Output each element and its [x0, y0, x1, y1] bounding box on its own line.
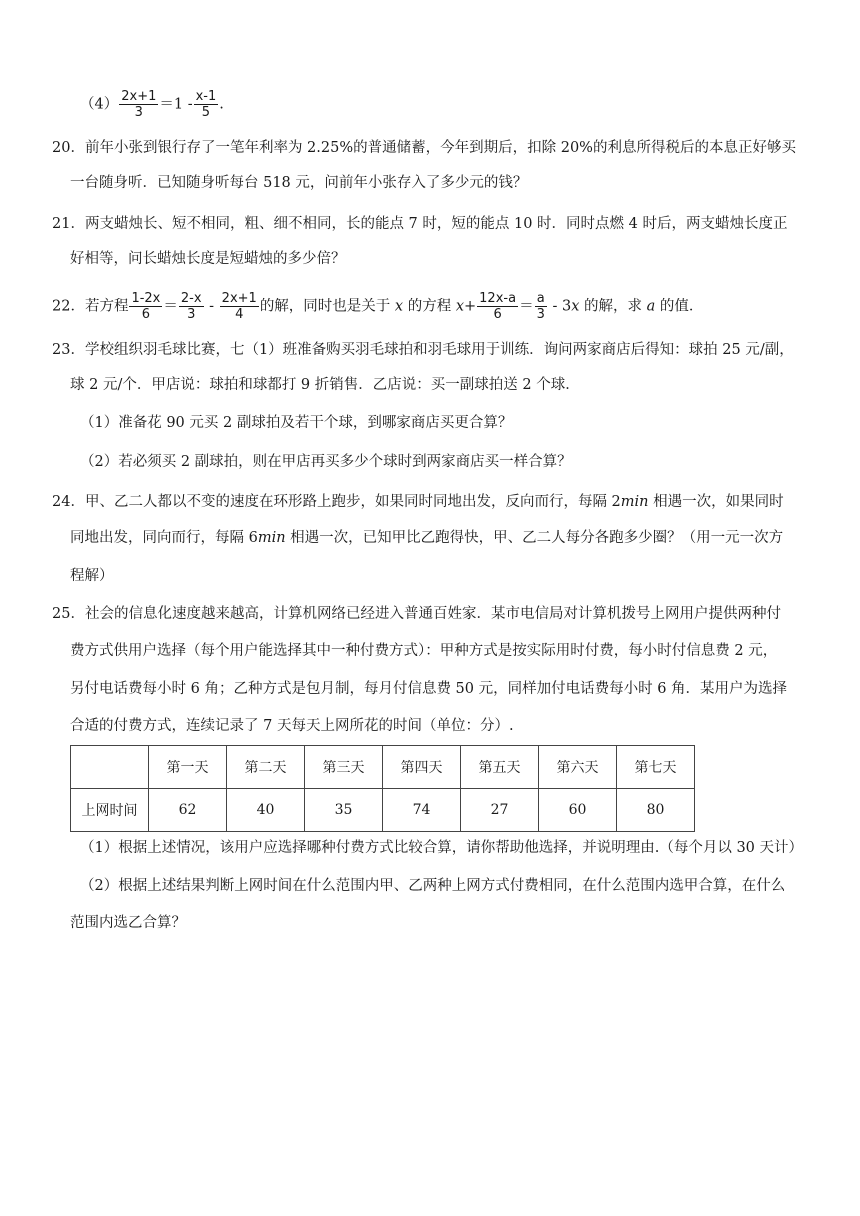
numerator: 2-x: [180, 291, 202, 306]
fraction: [535, 291, 547, 322]
q24-line2: [70, 528, 783, 548]
q24-line1: [52, 492, 784, 512]
table-cell: 62: [149, 789, 227, 832]
fraction: [220, 291, 259, 322]
equation-end: .: [219, 96, 224, 113]
table-cell: 60: [539, 789, 617, 832]
q19-part4: [80, 89, 224, 120]
fraction: [119, 89, 158, 120]
denominator: 6: [141, 307, 151, 322]
table-row-label: 上网时间: [71, 789, 149, 832]
minus-sign: -: [204, 298, 219, 315]
table-header-cell: 第七天: [617, 746, 695, 789]
equals-sign: ＝: [519, 298, 534, 315]
q23-line2: 球 2 元/个．甲店说：球拍和球都打 9 折销售．乙店说：买一副球拍送 2 个球．: [70, 377, 580, 393]
variable: x+: [455, 298, 477, 315]
q20-line2: 一台随身听．已知随身听每台 518 元，问前年小张存入了多少元的钱？: [70, 175, 528, 191]
q23-sub2: （2）若必须买 2 副球拍，则在甲店再买多少个球时到两家商店买一样合算？: [80, 454, 572, 470]
variable: a: [646, 298, 656, 315]
table-header-cell: 第六天: [539, 746, 617, 789]
fraction: [477, 291, 518, 322]
table-header-cell: 第四天: [383, 746, 461, 789]
numerator: 12x-a: [479, 291, 517, 306]
q25-sub2-line2: 范围内选乙合算？: [70, 915, 186, 931]
fraction: [194, 89, 219, 120]
q24-text: 相遇一次，已知甲比乙跑得快，甲、乙二人每分各跑多少圈？（用一元一次方: [285, 530, 784, 546]
q19-part4-label: （4）: [80, 96, 119, 113]
numerator: 2x+1: [121, 89, 157, 104]
unit-min: min: [620, 494, 649, 510]
table-header-cell: 第一天: [149, 746, 227, 789]
table-header-cell: [71, 746, 149, 789]
table-header-cell: 第二天: [227, 746, 305, 789]
q22-line: [52, 291, 703, 322]
table-cell: 80: [617, 789, 695, 832]
table-cell: 35: [305, 789, 383, 832]
q22-text: 的方程: [403, 298, 456, 315]
q25-line2: 费方式供用户选择（每个用户能选择其中一种付费方式）：甲种方式是按实际用时付费，每小时付信息费 2 元，: [70, 643, 778, 659]
q22-text: - 3: [547, 298, 572, 315]
numerator: x-1: [195, 89, 217, 104]
table-header-cell: 第五天: [461, 746, 539, 789]
q25-sub1: （1）根据上述情况，该用户应选择哪种付费方式比较合算，请你帮助他选择，并说明理由.（每个月以 30 天计）: [80, 840, 803, 856]
q24-text: 相遇一次，如果同时: [648, 494, 784, 510]
q25-line4: 合适的付费方式，连续记录了 7 天每天上网所花的时间（单位：分）.: [70, 718, 514, 734]
variable: x: [394, 298, 404, 315]
equation-text: ＝1 -: [159, 96, 193, 113]
q20-line1: 20．前年小张到银行存了一笔年利率为 2.25%的普通储蓄，今年到期后，扣除 20%的利息所得税后的本息正好够买: [52, 140, 796, 156]
table-cell: 74: [383, 789, 461, 832]
q23-sub1: （1）准备花 90 元买 2 副球拍及若干个球，到哪家商店买更合算？: [80, 415, 513, 431]
table-header-row: [71, 746, 695, 789]
numerator: 1-2x: [131, 291, 161, 306]
table-cell: 40: [227, 789, 305, 832]
denominator: 5: [201, 105, 211, 120]
q25-line3: 另付电话费每小时 6 角；乙种方式是包月制，每月付信息费 50 元，同样加付电话费每小时 6 角．某用户为选择: [70, 681, 788, 697]
denominator: 4: [235, 307, 244, 322]
q22-text: 的解，求: [579, 298, 647, 315]
q22-text: 的值．: [655, 298, 704, 315]
q22-text: 的解，同时也是关于: [259, 298, 395, 315]
q22-prefix: 22．若方程: [52, 298, 129, 315]
usage-table: [70, 745, 695, 832]
equals-sign: ＝: [163, 298, 178, 315]
q21-line2: 好相等，问长蜡烛长度是短蜡烛的多少倍？: [70, 251, 346, 267]
unit-min: min: [257, 530, 286, 546]
q21-line1: 21．两支蜡烛长、短不相同，粗、细不相同，长的能点 7 时，短的能点 10 时．同时点燃 4 时后，两支蜡烛长度正: [52, 216, 788, 232]
q24-line3: 程解）: [70, 568, 114, 584]
q25-line1: 25．社会的信息化速度越来越高，计算机网络已经进入普通百姓家．某市电信局对计算机拨号上网用户提供两种付: [52, 606, 781, 622]
denominator: 3: [134, 105, 143, 120]
q24-text: 24．甲、乙二人都以不变的速度在环形路上跑步，如果同时同地出发，反向而行，每隔 2: [52, 494, 621, 510]
q23-line1: 23．学校组织羽毛球比赛，七（1）班准备购买羽毛球拍和羽毛球用于训练．询问两家商店后得知：球拍 25 元/副，: [52, 342, 794, 358]
fraction: [129, 291, 162, 322]
denominator: 3: [536, 307, 545, 322]
q25-sub2-line1: （2）根据上述结果判断上网时间在什么范围内甲、乙两种上网方式付费相同，在什么范围内选甲合算，在什么: [80, 878, 786, 894]
numerator: a: [535, 291, 547, 307]
q24-text: 同地出发，同向而行，每隔 6: [70, 530, 258, 546]
denominator: 3: [187, 307, 196, 322]
variable: x: [571, 298, 580, 315]
table-cell: 27: [461, 789, 539, 832]
denominator: 6: [493, 307, 502, 322]
table-row: [71, 789, 695, 832]
numerator: 2x+1: [221, 291, 257, 306]
table-header-cell: 第三天: [305, 746, 383, 789]
fraction: [179, 291, 204, 322]
